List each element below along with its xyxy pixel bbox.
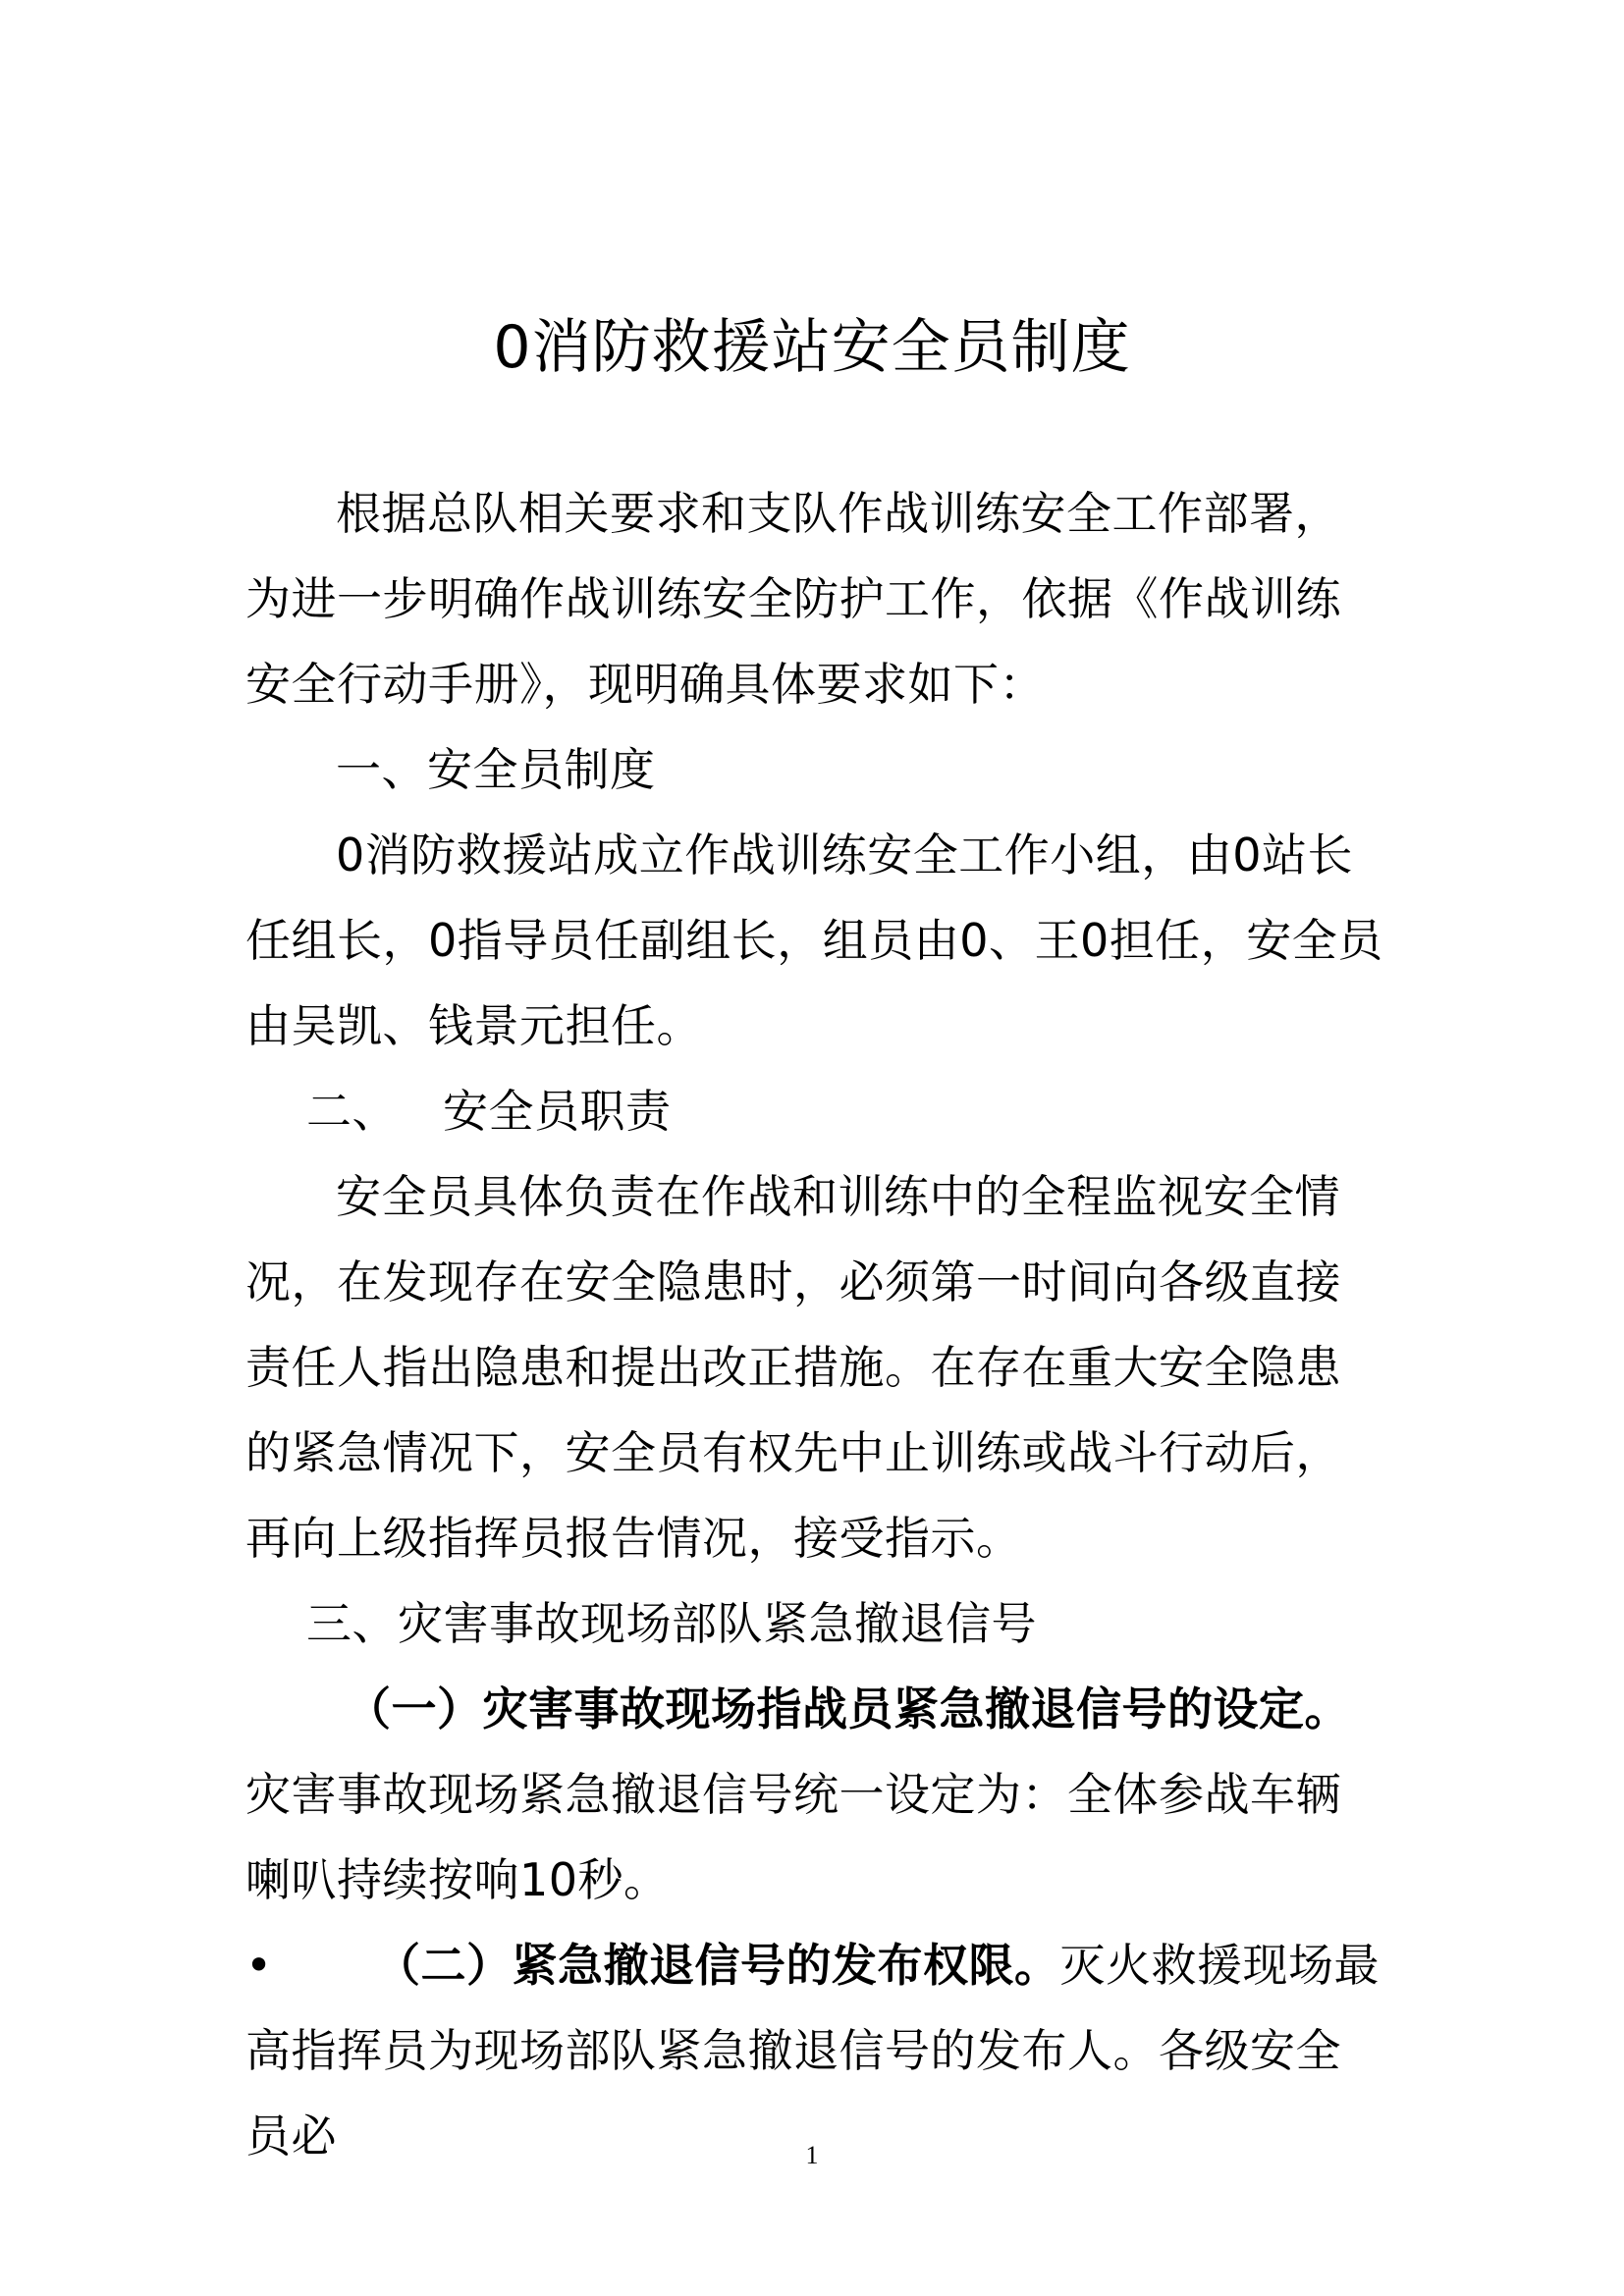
section-3-item-1 — [245, 1667, 1384, 1923]
section-3-item-2-lead: （二）紧急撤退信号的发布权限。 — [375, 1939, 1060, 1992]
intro-paragraph: 根据总队相关要求和支队作战训练安全工作部署，为进一步明确作战训练安全防护工作，依据《作战训练安全行动手册》，现明确具体要求如下： — [245, 487, 1341, 711]
section-3-item-2-body: 灭火救援现场最高指挥员为现场部队紧急撤退信号的发布人。各级安全员必 — [245, 1939, 1380, 2163]
section-2-heading — [245, 1069, 1384, 1154]
page-number: 1 — [805, 2141, 819, 2169]
section-2-paragraph: 安全员具体负责在作战和训练中的全程监视安全情况，在发现存在安全隐患时，必须第一时间向各级直接责任人指出隐患和提出改正措施。在存在重大安全隐患的紧急情况下，安全员有权先中止训练或战斗行动后，再向上级指挥员报告情况，接受指示。 — [245, 1170, 1341, 1565]
section-3-heading: 三、灾害事故现场部队紧急撤退信号 — [306, 1597, 1037, 1650]
section-2-heading-number: 二、 — [306, 1085, 398, 1138]
section-2-heading-text: 安全员职责 — [443, 1085, 672, 1138]
section-1-heading: 一、安全员制度 — [336, 743, 656, 796]
section-1-paragraph: 0消防救援站成立作战训练安全工作小组，由0站长任组长，0指导员任副组长，组员由0、王0担任，安全员由吴凯、钱景元担任。 — [245, 828, 1383, 1052]
document-title: 0消防救援站安全员制度 — [493, 313, 1131, 382]
document-body — [245, 471, 1384, 2179]
section-3-item-1-body: 灾害事故现场紧急撤退信号统一设定为：全体参战车辆喇叭持续按响10秒。 — [245, 1768, 1341, 1906]
bullet-icon: • — [245, 1939, 273, 1992]
section-3-item-1-lead: （一）灾害事故现场指战员紧急撤退信号的设定。 — [346, 1682, 1350, 1735]
